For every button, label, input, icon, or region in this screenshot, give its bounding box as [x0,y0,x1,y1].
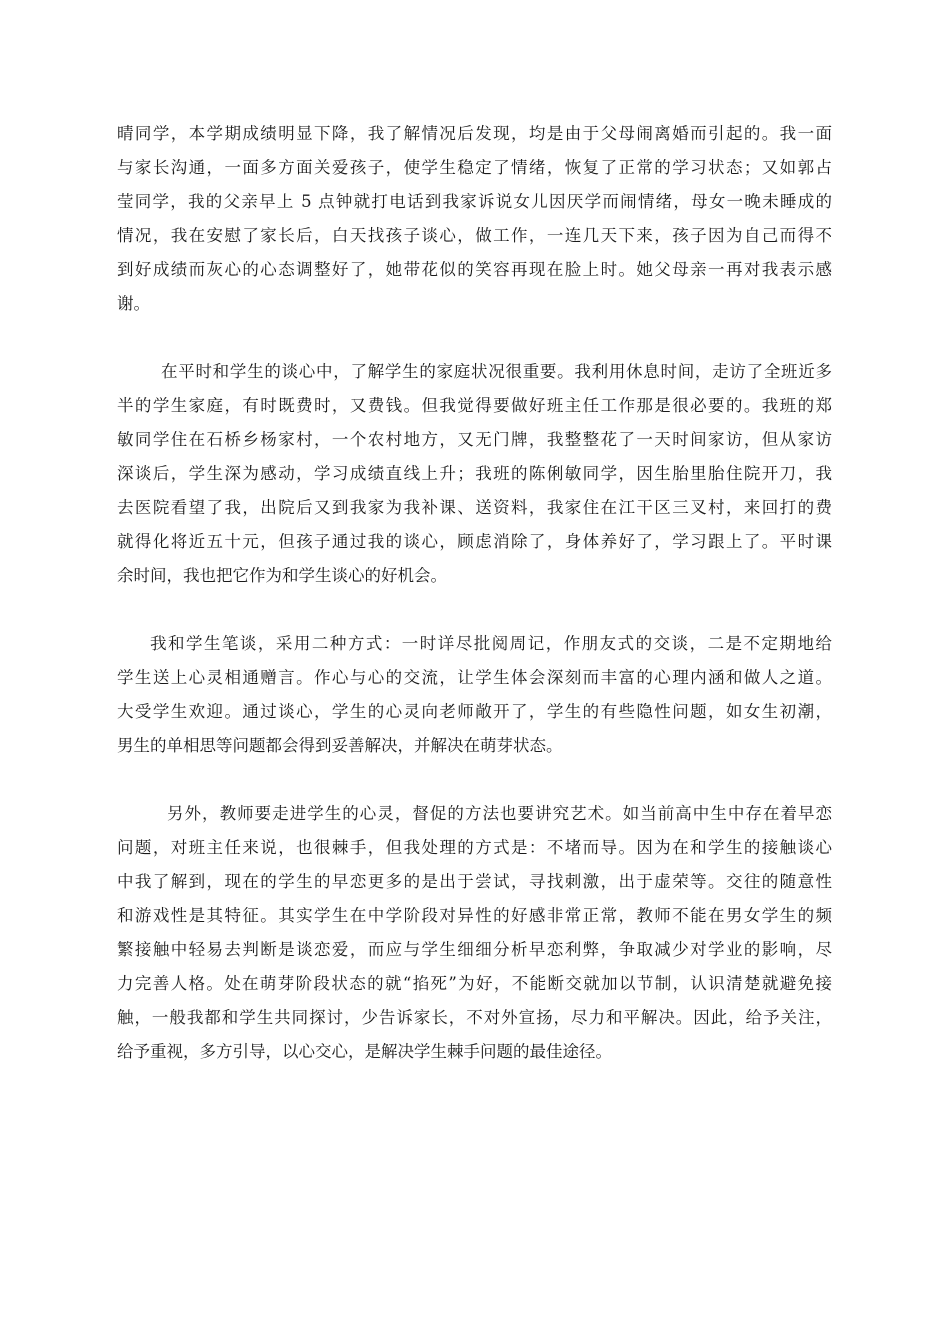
text-line: 半的学生家庭，有时既费时，又费钱。但我觉得要做好班主任工作那是很必要的。我班的郑 [117,396,832,415]
paragraph-4 [117,797,832,1069]
text-line: 问题，对班主任来说，也很棘手，但我处理的方式是：不堵而导。因为在和学生的接触谈心 [117,838,832,857]
text-line: 晴同学，本学期成绩明显下降，我了解情况后发现，均是由于父母闹离婚而引起的。我一面 [117,124,832,143]
text-line: 中我了解到，现在的学生的早恋更多的是出于尝试，寻找刺激，出于虚荣等。交往的随意性 [117,872,832,891]
text-line: 深谈后，学生深为感动，学习成绩直线上升；我班的陈俐敏同学，因生胎里胎住院开刀，我 [117,464,832,483]
text-line: 另外，教师要走进学生的心灵，督促的方法也要讲究艺术。如当前高中生中存在着早恋 [167,804,832,823]
paragraph-1 [117,117,832,321]
text-line: 余时间，我也把它作为和学生谈心的好机会。 [117,566,447,585]
text-line: 莹同学，我的父亲早上 5 点钟就打电话到我家诉说女儿因厌学而闹情绪，母女一晚未睡成的 [117,192,832,211]
paragraph-spacer [117,763,832,797]
text-line: 去医院看望了我，出院后又到我家为我补课、送资料，我家住在江干区三叉村，来回打的费 [117,498,832,517]
text-line: 力完善人格。处在萌芽阶段状态的就“掐死”为好，不能断交就加以节制，认识清楚就避免接 [117,974,832,993]
paragraph-2 [117,355,832,593]
text-line: 敏同学住在石桥乡杨家村，一个农村地方，又无门牌，我整整花了一天时间家访，但从家访 [117,430,832,449]
text-line: 和游戏性是其特征。其实学生在中学阶段对异性的好感非常正常，教师不能在男女学生的频 [117,906,832,925]
text-line: 繁接触中轻易去判断是谈恋爱，而应与学生细细分析早恋利弊，争取减少对学业的影响，尽 [117,940,832,959]
text-line: 与家长沟通，一面多方面关爱孩子，使学生稳定了情绪，恢复了正常的学习状态；又如郭占 [117,158,832,177]
text-line: 就得化将近五十元，但孩子通过我的谈心，顾虑消除了，身体养好了，学习跟上了。平时课 [117,532,832,551]
text-line: 触，一般我都和学生共同探讨，少告诉家长，不对外宣扬，尽力和平解决。因此，给予关注， [117,1008,832,1027]
text-line: 情况，我在安慰了家长后，白天找孩子谈心，做工作，一连几天下来，孩子因为自己而得不 [117,226,832,245]
paragraph-3 [117,627,832,763]
paragraph-spacer [117,593,832,627]
text-line: 在平时和学生的谈心中，了解学生的家庭状况很重要。我利用休息时间，走访了全班近多 [161,362,832,381]
text-line: 我和学生笔谈，采用二种方式：一时详尽批阅周记，作朋友式的交谈，二是不定期地给 [150,634,832,653]
paragraph-spacer [117,321,832,355]
text-line: 到好成绩而灰心的心态调整好了，她带花似的笑容再现在脸上时。她父母亲一再对我表示感 [117,260,832,279]
text-line: 给予重视，多方引导，以心交心，是解决学生棘手问题的最佳途径。 [117,1042,612,1061]
text-line: 大受学生欢迎。通过谈心，学生的心灵向老师敞开了，学生的有些隐性问题，如女生初潮， [117,702,832,721]
text-line: 男生的单相思等问题都会得到妥善解决，并解决在萌芽状态。 [117,736,563,755]
text-line: 谢。 [117,294,150,313]
document-body [117,117,832,1069]
text-line: 学生送上心灵相通赠言。作心与心的交流，让学生体会深刻而丰富的心理内涵和做人之道。 [117,668,832,687]
